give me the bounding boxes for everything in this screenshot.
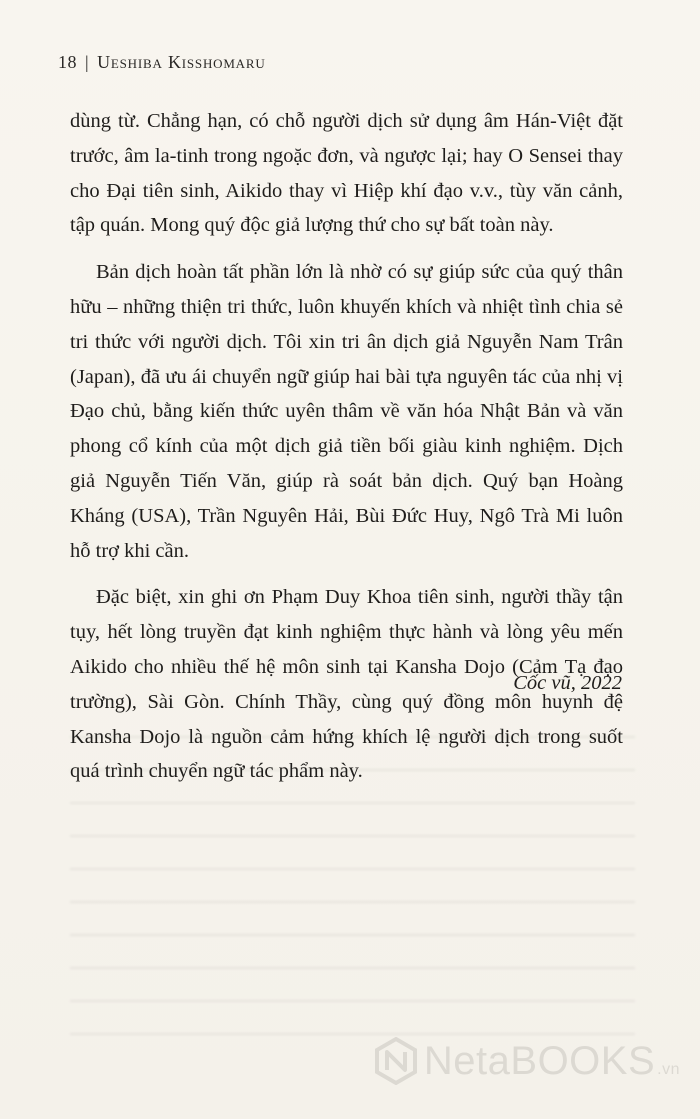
reverse-page-bleed-through — [70, 712, 635, 1042]
paragraph-1: dùng từ. Chẳng hạn, có chỗ người dịch sử dụng âm Hán-Việt đặt trước, âm la-tinh trong ngoặc đơn, và ngược lại; hay O Sensei thay cho Đại tiên sinh, Aikido thay vì Hiệp khí đạo v.v., tùy văn cảnh, tập quán. Mong quý độc giả lượng thứ cho sự bất toàn này. — [70, 110, 623, 237]
watermark — [374, 1037, 680, 1085]
paragraph-2: Bản dịch hoàn tất phần lớn là nhờ có sự giúp sức của quý thân hữu – những thiện tri thức, luôn khuyến khích và nhiệt tình chia sẻ tri thức với người dịch. Tôi xin tri ân dịch giả Nguyễn Nam Trân (Japan), đã ưu ái chuyển ngữ giúp hai bài tựa nguyên tác của nhị vị Đạo chủ, bằng kiến thức uyên thâm về văn hóa Nhật Bản và văn phong cổ kính của một dịch giả tiền bối giàu kinh nghiệm. Dịch giả Nguyễn Tiến Văn, giúp rà soát bản dịch. Quý bạn Hoàng Kháng (USA), Trần Nguyên Hải, Bùi Đức Huy, Ngô Trà Mi luôn hỗ trợ khi cần. — [70, 261, 623, 562]
body-text — [70, 104, 623, 801]
signature-date: Cốc vũ, 2022 — [513, 672, 622, 694]
running-head — [58, 52, 266, 73]
running-head-author: Ueshiba Kisshomaru — [97, 52, 266, 72]
paragraph-3: Đặc biệt, xin ghi ơn Phạm Duy Khoa tiên sinh, người thầy tận tụy, hết lòng truyền đạt kinh nghiệm thực hành và lòng yêu mến Aikido cho nhiều thế hệ môn sinh tại Kansha Dojo (Cảm Tạ đạo trường), Sài Gòn. Chính Thầy, cùng quý đồng môn huynh đệ Kansha Dojo là nguồn cảm hứng khích lệ người dịch trong suốt quá trình chuyển ngữ tác phẩm này. — [70, 586, 623, 783]
page-number: 18 — [58, 52, 77, 72]
watermark-brand — [424, 1039, 680, 1084]
watermark-brand-suffix: .vn — [657, 1060, 680, 1078]
watermark-brand-name: NetaBOOKS — [423, 1038, 656, 1083]
netabooks-logo-icon — [374, 1037, 418, 1085]
header-separator: | — [85, 52, 90, 72]
